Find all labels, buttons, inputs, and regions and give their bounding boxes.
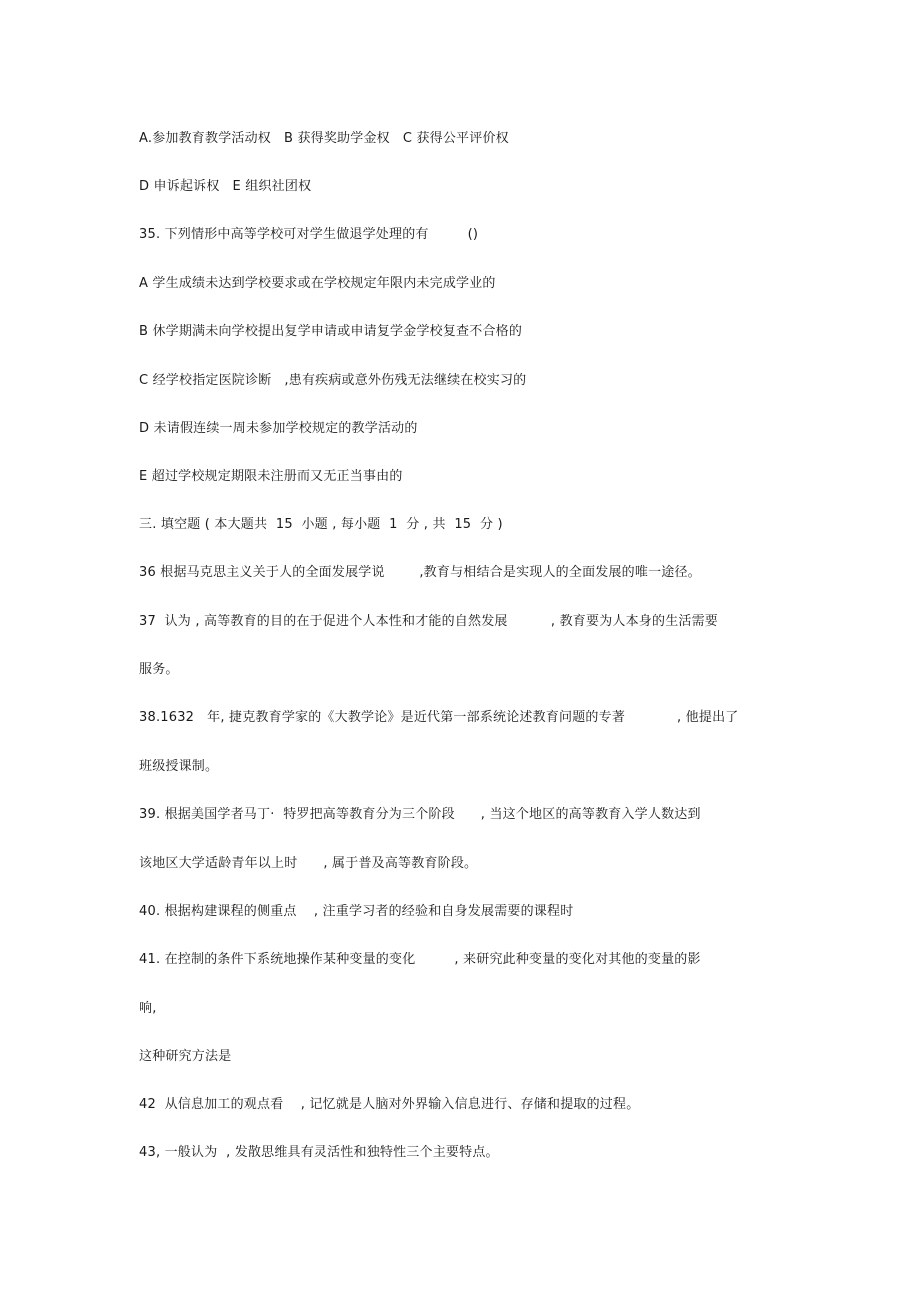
option-35-a: A 学生成绩未达到学校要求或在学校规定年限内未完成学业的: [139, 276, 496, 291]
option-line-rights-a-b-c: A.参加教育教学活动权 B 获得奖助学金权 C 获得公平评价权: [139, 131, 509, 146]
option-35-c: C 经学校指定医院诊断 ,患有疾病或意外伤残无法继续在校实习的: [139, 373, 527, 388]
section-heading-fill-in: 三. 填空题 ( 本大题共 15 小题 , 每小题 1 分 , 共 15 分 ): [139, 517, 503, 532]
question-39: 39. 根据美国学者马丁· 特罗把高等教育分为三个阶段 , 当这个地区的高等教育入学人数达到: [139, 807, 701, 822]
question-43: 43, 一般认为 , 发散思维具有灵活性和独特性三个主要特点。: [139, 1145, 499, 1160]
option-35-b: B 休学期满未向学校提出复学申请或申请复学金学校复查不合格的: [139, 324, 523, 339]
question-41-continued-2: 这种研究方法是: [139, 1049, 232, 1064]
option-line-rights-d-e: D 申诉起诉权 E 组织社团权: [139, 179, 312, 194]
question-41: 41. 在控制的条件下系统地操作某种变量的变化 , 来研究此种变量的变化对其他的变量的影: [139, 952, 701, 967]
question-38: 38.1632 年, 捷克教育学家的《大教学论》是近代第一部系统论述教育问题的专著 , 他提出了: [139, 710, 739, 725]
question-39-continued: 该地区大学适龄青年以上时 , 属于普及高等教育阶段。: [139, 856, 478, 871]
question-37: 37 认为 , 高等教育的目的在于促进个人本性和才能的自然发展 , 教育要为人本身的生活需要: [139, 614, 718, 629]
question-38-continued: 班级授课制。: [139, 759, 219, 774]
question-40: 40. 根据构建课程的侧重点 , 注重学习者的经验和自身发展需要的课程时: [139, 904, 574, 919]
question-36: 36 根据马克思主义关于人的全面发展学说 ,教育与相结合是实现人的全面发展的唯一途径。: [139, 565, 701, 580]
option-35-e: E 超过学校规定期限未注册而又无正当事由的: [139, 469, 403, 484]
question-41-continued: 响,: [139, 1001, 157, 1016]
question-37-continued: 服务。: [139, 662, 179, 677]
question-35: 35. 下列情形中高等学校可对学生做退学处理的有 (): [139, 227, 479, 242]
option-35-d: D 未请假连续一周未参加学校规定的教学活动的: [139, 421, 418, 436]
question-42: 42 从信息加工的观点看 , 记忆就是人脑对外界输入信息进行、存储和提取的过程。: [139, 1097, 640, 1112]
